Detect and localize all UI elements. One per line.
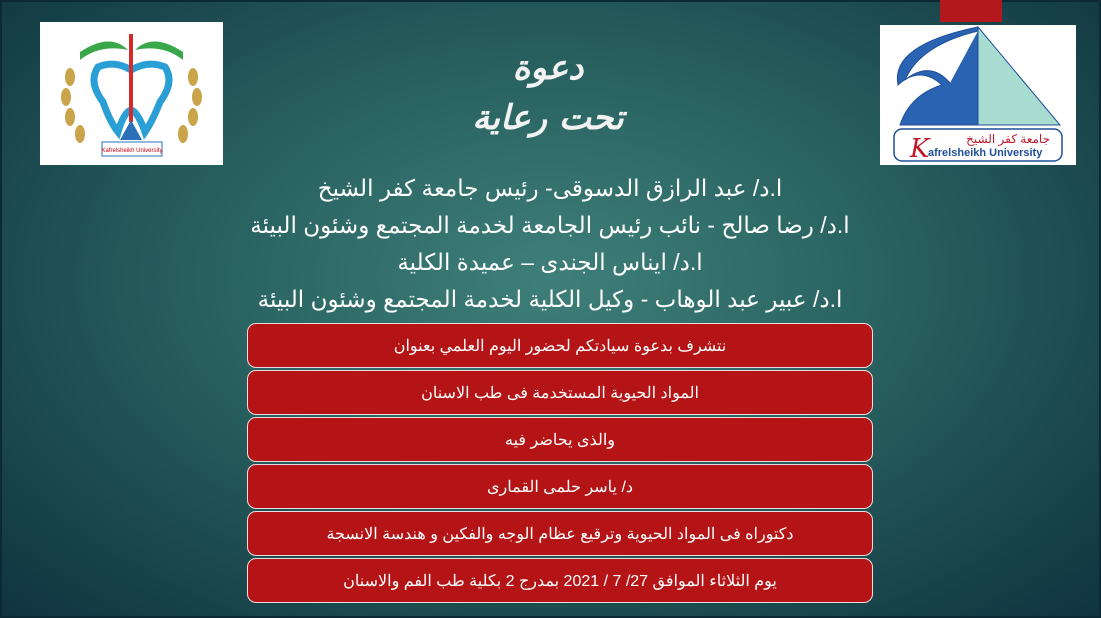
- lecturer-intro-box: والذى يحاضر فيه: [247, 417, 873, 462]
- invitation-title: دعوة: [512, 48, 584, 88]
- patron-line: ا.د/ ايناس الجندى – عميدة الكلية: [397, 249, 703, 275]
- invitation-intro-box: نتشرف بدعوة سيادتكم لحضور اليوم العلمي بعنوان: [247, 323, 873, 368]
- lecture-title-box: المواد الحيوية المستخدمة فى طب الاسنان: [247, 370, 873, 415]
- details-list: [247, 323, 873, 605]
- faculty-logo: [40, 22, 223, 165]
- lecturer-credentials-box: دكتوراه فى المواد الحيوية وترقيع عظام الوجه والفكين و هندسة الانسجة: [247, 511, 873, 556]
- red-accent-tab: [940, 0, 1002, 22]
- patron-line: ا.د/ عبير عبد الوهاب - وكيل الكلية لخدمة المجتمع وشئون البيئة: [257, 286, 843, 312]
- university-logo-english: afrelsheikh University: [928, 147, 1043, 159]
- event-date-location-box: يوم الثلاثاء الموافق 27/ 7 / 2021 بمدرج 2 بكلية طب الفم والاسنان: [247, 558, 873, 603]
- university-logo-letter: K: [910, 134, 930, 164]
- faculty-logo-university-text: Kafrelsheikh University: [101, 148, 163, 154]
- university-logo-arabic: جامعة كفر الشيخ: [966, 132, 1050, 146]
- patronage-subtitle: تحت رعاية: [472, 98, 624, 138]
- patron-line: ا.د/ عبد الرازق الدسوقى- رئيس جامعة كفر الشيخ: [317, 175, 783, 201]
- patrons-list: [230, 170, 870, 318]
- lecturer-name-box: د/ ياسر حلمى القمارى: [247, 464, 873, 509]
- patron-line: ا.د/ رضا صالح - نائب رئيس الجامعة لخدمة المجتمع وشئون البيئة: [250, 212, 850, 238]
- university-logo: [880, 25, 1076, 165]
